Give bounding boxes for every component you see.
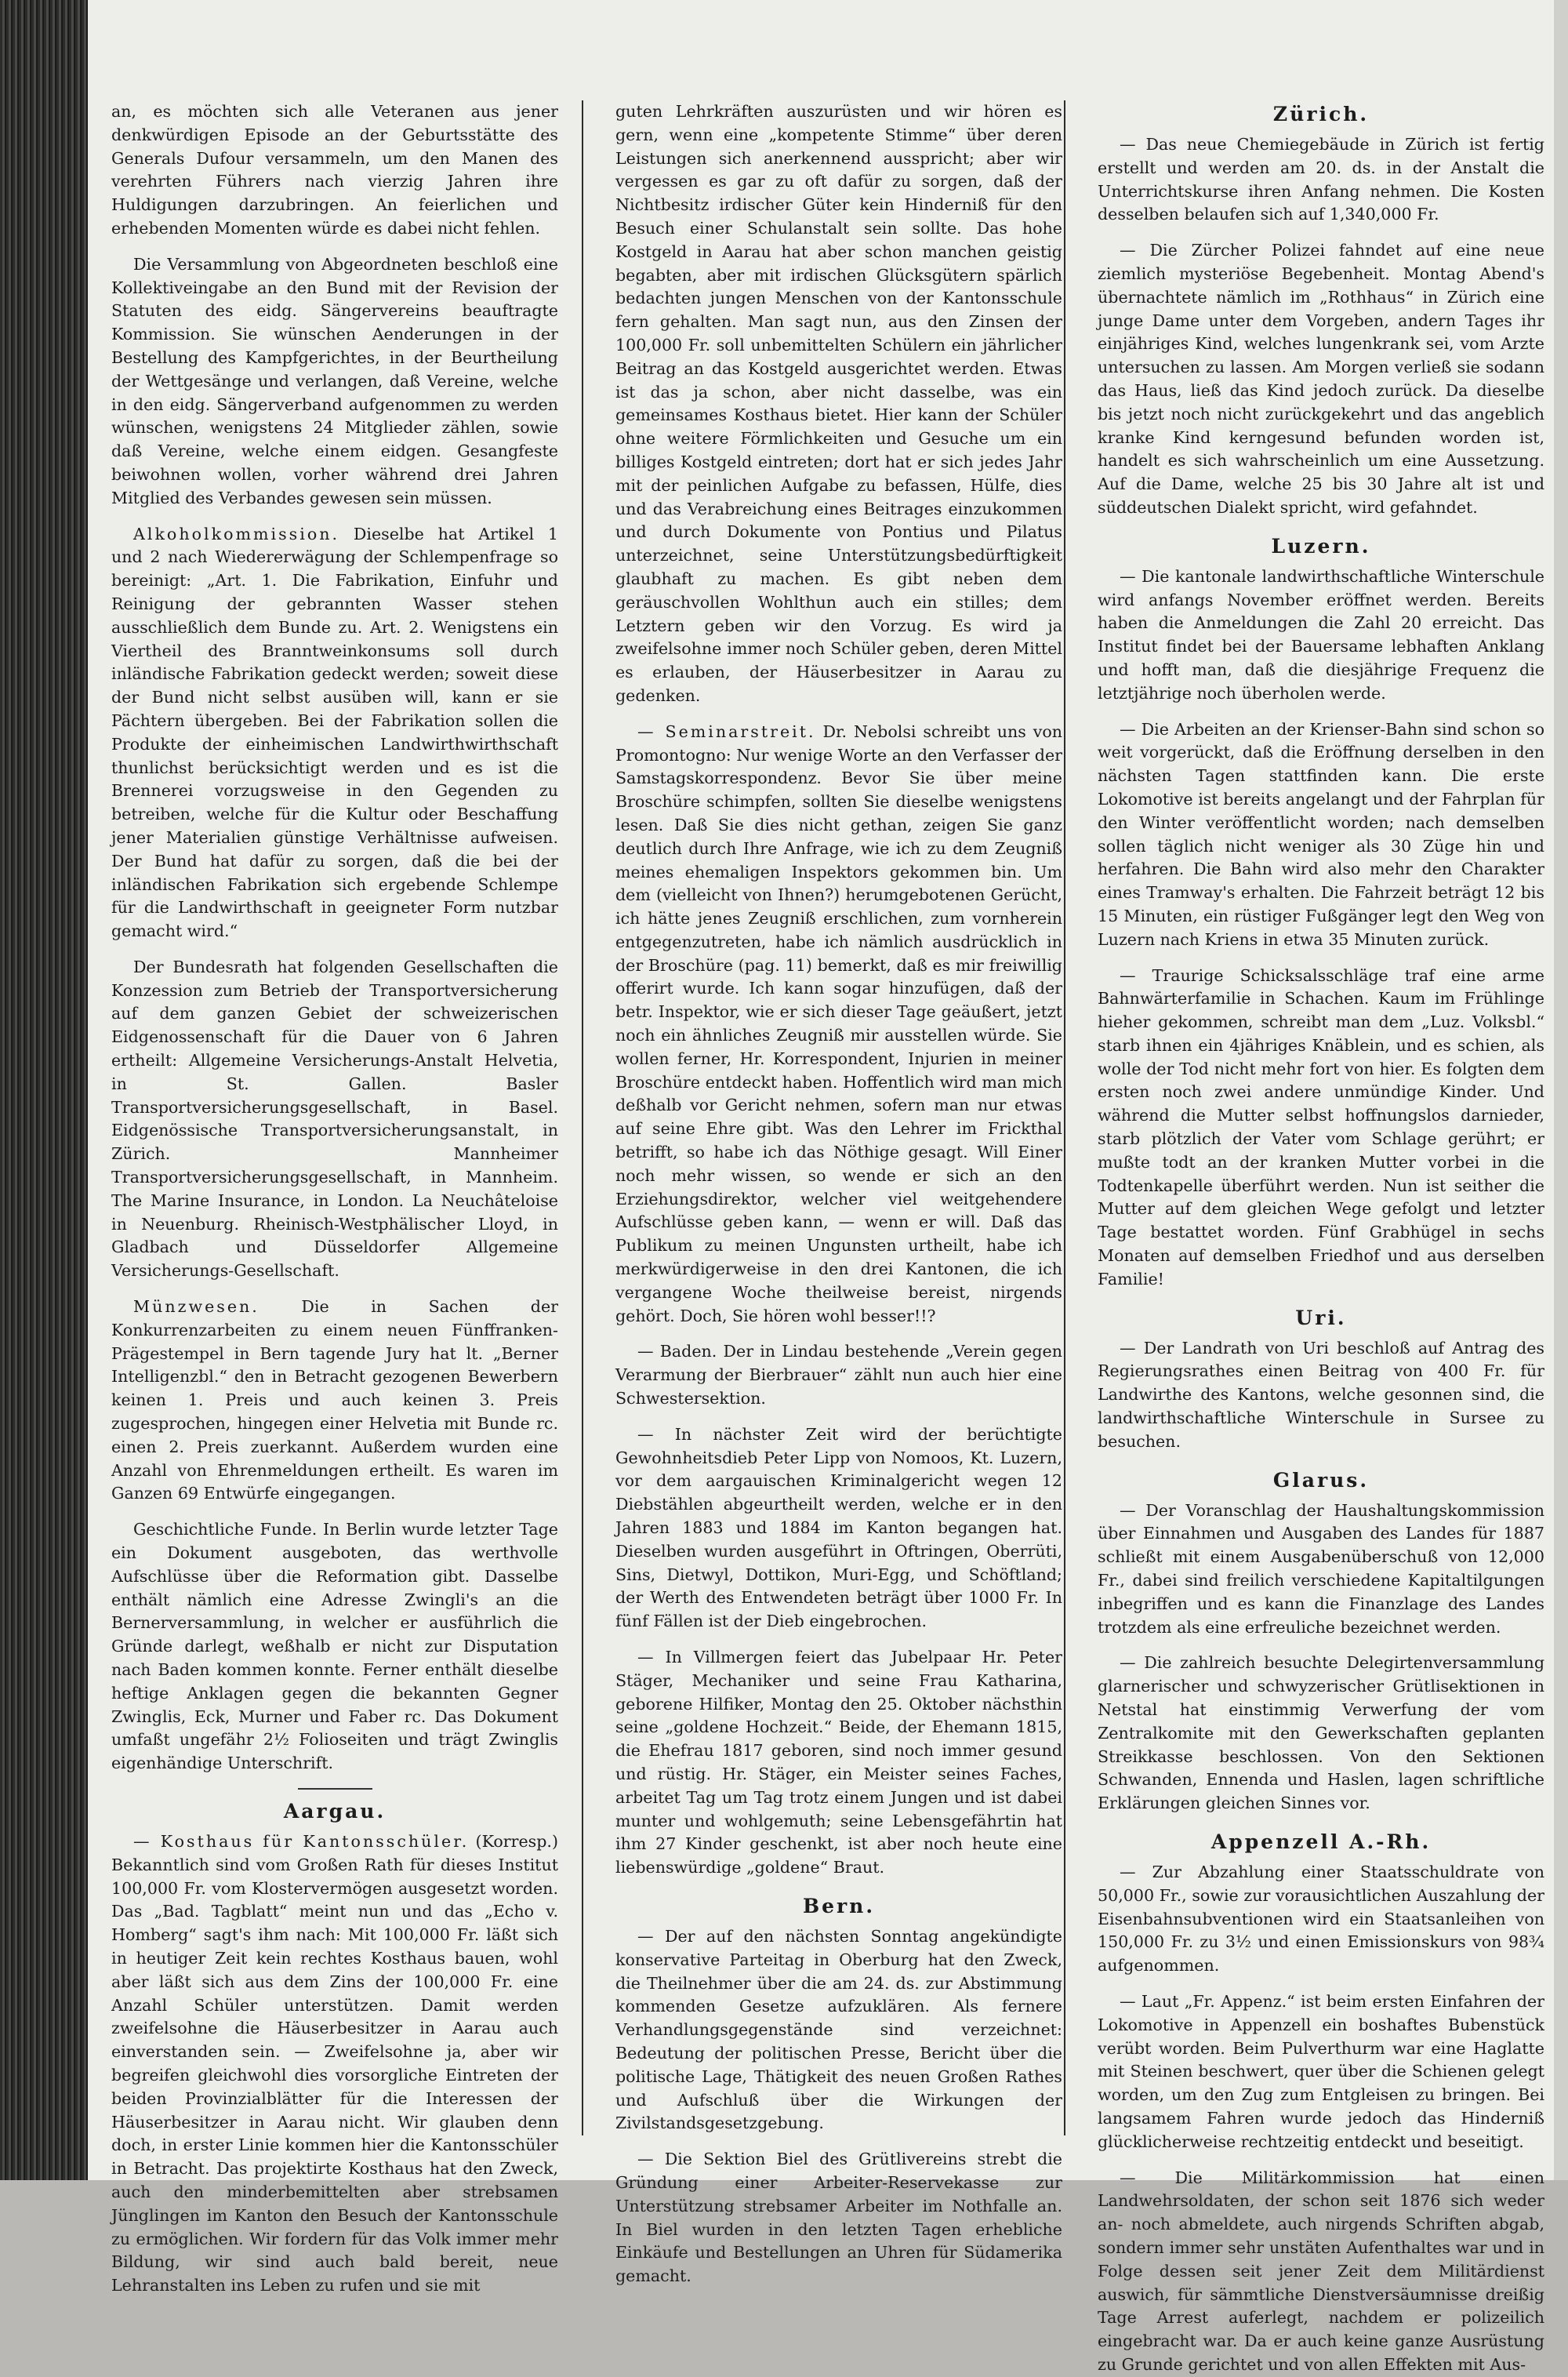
paragraph: — Zur Abzahlung einer Staatsschuldrate von 50,000 Fr., sowie zur vorausichtlichen Auszahlung der Eisenbahnsubventionen wird ein Staatsanleihen von 150,000 Fr. zu 3½ und einen Emissionskurs von 98¾ aufgenommen.	[1098, 1863, 1544, 1975]
section-divider	[298, 1788, 372, 1790]
column-3	[1098, 100, 1544, 2374]
paragraph: Der Bundesrath hat folgenden Gesellschaften die Konzession zum Betrieb der Transportversicherung auf dem ganzen Gebiet der schweizerischen Eidgenossenschaft für die Dauer von 6 Jahren ertheilt: Allgemeine Versicherungs-Anstalt Helvetia, in St. Gallen. Basler Transportversicherungsgesellschaft, in Basel. Eidgenössische Transportversicherungsanstalt, in Zürich. Mannheimer Transportversicherungsgesellschaft, in Mannheim. The Marine Insurance, in London. La Neuchâteloise in Neuenburg. Rheinisch-Westphälischer Lloyd, in Gladbach und Düsseldorfer Allgemeine Versicherungs-Gesellschaft.	[111, 957, 558, 1281]
paragraph: — Die Militärkommission hat einen Landwehrsoldaten, der schon seit 1876 sich weder an- noch abmeldete, auch nirgends Schriften abgab, sondern immer sehr unstäten Aufenthaltes war und in Folge dessen seit jener Zeit dem Militärdienst auswich, für sämmtliche Dienstversäumnisse dreißig Tage Arrest auferlegt, nachdem er polizeilich eingebracht war. Da er auch keine ganze Ausrüstung zu Grunde gerichtet und von allen Effekten mit Aus-	[1098, 2168, 1544, 2374]
article-alkoholkommission	[111, 523, 558, 943]
paragraph: Geschichtliche Funde. In Berlin wurde letzter Tage ein Dokument ausgeboten, das werthvolle Aufschlüsse über die Reformation gibt. Dasselbe enthält nämlich eine Adresse Zwingli's an die Bernerversammlung, in welcher er ausführlich die Gründe darlegt, weßhalb er nicht zur Disputation nach Baden kommen konnte. Ferner enthält dieselbe heftige Anklagen gegen die bekannten Gegner Zwinglis, Eck, Murner und Faber rc. Das Dokument umfaßt ungefähr 2½ Folioseiten und trägt Zwinglis eigenhändige Unterschrift.	[111, 1520, 558, 1773]
column-rule	[582, 100, 583, 2135]
section-heading-uri: Uri.	[1295, 1306, 1347, 1329]
column-rule	[1064, 100, 1065, 2135]
paragraph: — Der Landrath von Uri beschloß auf Antrag des Regierungsrathes einen Beitrag von 400 Fr. für Landwirthe des Kantons, welche gesonnen sind, die landwirthschaftliche Winterschule in Sursee zu besuchen.	[1098, 1338, 1544, 1451]
newspaper-page	[88, 0, 1568, 2374]
article-lead: — Seminarstreit.	[637, 721, 816, 741]
article-lead: Alkoholkommission.	[133, 524, 340, 543]
article-body: Dieselbe hat Artikel 1 und 2 nach Wiedererwägung der Schlempenfrage so bereinigt: „Art. 1. Die Fabrikation, Einfuhr und Reinigung der gebrannten Wasser stehen ausschließlich dem Bunde zu. Art. 2. Wenigstens ein Viertheil des Branntweinkonsums soll durch inländische Fabrikation gedeckt werden; soweit diese der Bund nicht selbst ausüben will, kann er sie Pächtern übergeben. Bei der Fabrikation sollen die Produkte der einheimischen Landwirthwirthschaft thunlichst berücksichtigt werden und es ist die Brennerei vorzugsweise in den Gegenden zu betreiben, welche für die Kultur oder Beschaffung jener Materialien günstige Verhältnisse aufweisen. Der Bund hat dafür zu sorgen, daß die bei der inländischen Fabrikation sich ergebende Schlempe für die Landwirthschaft in geeigneter Form nutzbar gemacht wird.“	[111, 524, 559, 941]
paragraph: Die Versammlung von Abgeordneten beschloß eine Kollektiveingabe an den Bund mit der Revision der Statuten des eidg. Sängervereins beauftragte Kommission. Sie wünschen Aenderungen in der Bestellung des Kampfgerichtes, in der Beurtheilung der Wettgesänge und verlangen, daß Vereine, welche in den eidg. Sängerverband aufgenommen zu werden wünschen, wenigstens 24 Mitglieder zählen, sowie daß Vereine, welche einem eidgen. Gesangfeste beiwohnen wollen, vorher während drei Jahren Mitglied des Verbandes gewesen sein müssen.	[111, 254, 558, 507]
paragraph: — Die Zürcher Polizei fahndet auf eine neue ziemlich mysteriöse Begebenheit. Montag Abend's übernachtete nämlich im „Rothhaus“ in Zürich eine junge Dame unter dem Vorgeben, andern Tages ihr einjähriges Kind, welches lungenkrank sei, vom Arzte untersuchen zu lassen. Am Morgen verließ sie sodann das Haus, ließ das Kind jedoch zurück. Da dieselbe bis jetzt noch nicht zurückgekehrt und das angeblich kranke Kind kerngesund befunden worden ist, handelt es sich wahrscheinlich um eine Aussetzung. Auf die Dame, welche 25 bis 30 Jahre alt ist und süddeutschen Dialekt spricht, wird gefahndet.	[1098, 241, 1544, 517]
paragraph: — Die kantonale landwirthschaftliche Winterschule wird anfangs November eröffnet werden. Bereits haben die Anmeldungen die Zahl 20 erreicht. Das Institut findet bei der Bauersame lebhaften Anklang und hofft man, daß die diesjährige Frequenz die letztjährige noch überholen werde.	[1098, 566, 1544, 703]
section-heading-luzern: Luzern.	[1271, 534, 1371, 558]
article-muenzwesen	[111, 1296, 558, 1506]
section-heading-bern: Bern.	[802, 1894, 876, 1917]
article-lead: Münzwesen.	[133, 1297, 260, 1317]
paragraph: — Der Voranschlag der Haushaltungskommission über Einnahmen und Ausgaben des Landes für 1887 schließt mit einem Ausgabenüberschuß von 12,000 Fr., dabei sind freilich verschiedene Kapitaltilgungen inbegriffen und es kann die Finanzlage des Landes trotzdem als eine erfreuliche bezeichnet werden.	[1098, 1500, 1544, 1637]
paragraph: — Der auf den nächsten Sonntag angekündigte konservative Parteitag in Oberburg hat den Zweck, die Theilnehmer über die am 24. ds. zur Abstimmung kommenden Gesetze aufzuklären. Als fernere Verhandlungsgegenstände sind verzeichnet: Bedeutung der politischen Presse, Bericht über die politische Lage, Thätigkeit des neuen Großen Rathes und Aufschluß über die Wirkungen der Zivilstandsgesetzgebung.	[615, 1926, 1062, 2133]
article-lead: — Kosthaus für Kantonsschüler.	[133, 1831, 470, 1851]
paragraph: — Traurige Schicksalsschläge traf eine arme Bahnwärterfamilie in Schachen. Kaum im Frühlinge hieher gekommen, schreibt man dem „Luz. Volksbl.“ starb ihnen ein 4jähriges Knäblein, und es schien, als wolle der Tod nicht mehr fort von hier. Es folgten dem ersten noch zwei andere unmündige Kinder. Und während die Mutter selbst hoffnungslos darnieder, starb plötzlich der Vater vom Schlage gerührt; er mußte todt an der kranken Mutter vorbei in die Todtenkapelle überführt werden. Nun ist seither die Mutter auf dem gleichen Wege gefolgt und letzter Tage bestattet worden. Fünf Grabhügel in sechs Monaten auf demselben Friedhof und aus derselben Familie!	[1098, 965, 1544, 1288]
article-kosthaus	[111, 1830, 558, 2298]
paragraph: — In nächster Zeit wird der berüchtigte Gewohnheitsdieb Peter Lipp von Nomoos, Kt. Luzern, vor dem aargauischen Kriminalgericht wegen 12 Diebstählen abgeurtheilt werden, welche er in den Jahren 1883 und 1884 im Kanton begangen hat. Dieselben wurden ausgeführt in Oftringen, Oberrüti, Sins, Dietwyl, Dottikon, Muri-Egg, und Schöftland; der Werth des Entwendeten beträgt über 1000 Fr. In fünf Fällen ist der Dieb eingebrochen.	[615, 1424, 1062, 1631]
page-edge	[1554, 0, 1568, 2180]
article-body: Dr. Nebolsi schreibt uns von Promontogno: Nur wenige Worte an den Verfasser der Samstagskorrespondenz. Bevor Sie über meine Broschüre schimpfen, sollten Sie dieselbe wenigstens lesen. Daß Sie dies nicht gethan, zeigen Sie ganz deutlich durch Ihre Anfrage, wie ich zu dem Zeugniß meines ehemaligen Inspektors gekommen bin. Um dem (vielleicht von Ihnen?) herumgebotenen Gerücht, ich hätte jenes Zeugniß erschlichen, zum vornherein entgegenzutreten, habe ich nämlich ausdrücklich in der Broschüre (pag. 11) bemerkt, daß es mir freiwillig offerirt wurde. Ich kann sogar hinzufügen, daß der betr. Inspektor, wie er sich dieser Tage geäußert, jetzt noch ein ähnliches Zeugniß mir ausstellen würde. Sie wollen ferner, Hr. Korrespondent, Injurien in meiner Broschüre entdeckt haben. Hoffentlich wird man mich deßhalb vor Gericht nehmen, sofern man nur etwas auf seine Ehre gibt. Was den Lehrer im Frickthal betrifft, so habe ich das Nöthige gesagt. Will Einer noch mehr wissen, so wende er sich an den Erziehungsdirektor, welcher viel weitgehendere Aufschlüsse geben kann, — wenn er will. Daß das Publikum zu meinen Ungunsten urtheilt, habe ich merkwürdigerweise in den drei Kantonen, die ich vergangene Woche theilweise bereist, nirgends gehört. Doch, Sie hören wohl besser!!?	[615, 721, 1062, 1325]
article-body: Die in Sachen der Konkurrenzarbeiten zu einem neuen Fünffranken-Prägestempel in Bern tagende Jury hat lt. „Berner Intelligenzbl.“ den in Betracht gezogenen Bewerbern keinen 1. Preis und auch keinen 3. Preis zugesprochen, hingegen einer Helvetia mit Bunde rc. einen 2. Preis zuerkannt. Außerdem wurden eine Anzahl von Ehrenmeldungen ertheilt. Es waren im Ganzen 69 Entwürfe eingegangen.	[111, 1297, 558, 1503]
book-binding	[0, 0, 88, 2180]
paragraph: — Die Sektion Biel des Grütlivereins strebt die Gründung einer Arbeiter-Reservekasse zur Unterstützung strebsamer Arbeiter im Nothfalle an. In Biel wurden in den letzten Tagen erhebliche Einkäufe und Bestellungen an Uhren für Südamerika gemacht.	[615, 2150, 1062, 2286]
section-heading-zurich: Zürich.	[1272, 103, 1370, 125]
paragraph: — Baden. Der in Lindau bestehende „Verein gegen Verarmung der Bierbrauer“ zählt nun auch hier eine Schwestersektion.	[615, 1342, 1062, 1408]
paragraph: — Die Arbeiten an der Krienser-Bahn sind schon so weit vorgerückt, daß die Eröffnung derselben in den nächsten Tagen stattfinden kann. Die erste Lokomotive ist bereits angelangt und der Fahrplan für den Winter veröffentlicht worden; nach demselben sollen täglich nicht weniger als 30 Züge hin und herfahren. Die Bahn wird also mehr den Charakter eines Tramway's erhalten. Die Fahrzeit beträgt 12 bis 15 Minuten, ein rüstiger Fußgänger legt den Weg von Luzern nach Kriens in etwa 35 Minuten zurück.	[1098, 719, 1544, 949]
paragraph: — Laut „Fr. Appenz.“ ist beim ersten Einfahren der Lokomotive in Appenzell ein boshaftes Bubenstück verübt worden. Beim Pulverthurm war eine Haglatte mit Steinen beschwert, quer über die Schienen gelegt worden, um den Zug zum Entgleisen zu bringen. Bei langsamem Fahren wurde jedoch das Hinderniß glücklicherweise rechtzeitig entdeckt und beseitigt.	[1098, 1991, 1544, 2151]
article-body: (Korresp.) Bekanntlich sind vom Großen Rath für dieses Institut 100,000 Fr. vom Klostervermögen ausgesetzt worden. Das „Bad. Tagblatt“ meint nun und das „Echo v. Homberg“ sagt's ihm nach: Mit 100,000 Fr. läßt sich in heutiger Zeit kein rechtes Kosthaus bauen, wohl aber läßt sich aus dem Zins der 100,000 Fr. eine Anzahl Schüler unterstützen. Damit werden zweifelsohne die Häuserbesitzer in Aarau auch einverstanden sein. — Zweifelsohne ja, aber wir begreifen gleichwohl dies vorsorgliche Eintreten der beiden Provinzialblätter für die Interessen der Häuserbesitzer in Aarau nicht. Wir glauben denn doch, in erster Linie kommen hier die Kantonsschüler in Betracht. Das projektirte Kosthaus hat den Zweck, auch den minderbemittelten aber strebsamen Jünglingen im Kanton den Besuch der Kantonsschule zu ermöglichen. Wir fordern für das Volk immer mehr Bildung, wir sind auch bald bereit, neue Lehranstalten ins Leben zu rufen und sie mit	[111, 1831, 559, 2295]
paragraph: guten Lehrkräften auszurüsten und wir hören es gern, wenn eine „kompetente Stimme“ über deren Leistungen sich anerkennend ausspricht; aber wir vergessen es gar zu oft dafür zu sorgen, daß der Nichtbesitz irdischer Güter kein Hinderniß für den Besuch einer Schulanstalt sein sollte. Das hohe Kostgeld in Aarau hat aber schon manchen geistig begabten, aber mit irdischen Glücksgütern spärlich bedachten jungen Menschen von der Kantonsschule fern gehalten. Man sagt nun, aus den Zinsen der 100,000 Fr. soll unbemittelten Schülern ein jährlicher Beitrag an das Kostgeld ausgerichtet werden. Etwas ist das ja schon, aber nicht dasselbe, was ein gemeinsames Kosthaus bietet. Hier kann der Schüler ohne weitere Förmlichkeiten und Gesuche um ein billiges Kostgeld eintreten; dort hat er sich jedes Jahr mit der peinlichen Aufgabe zu befassen, Hülfe, dies und das Verabreichung eines Beitrages einzukommen und durch Dokumente von Pontius und Pilatus unterzeichnet, seine Unterstützungsbedürftigkeit glaubhaft zu machen. Es gibt neben dem geräuschvollen Wohlthun auch ein stilles; dem Letztern geben wir den Vorzug. Es wird ja zweifelsohne immer noch Schüler geben, deren Mittel es erlauben, der Häuserbesitzer in Aarau zu gedenken.	[615, 102, 1062, 705]
section-heading-aargau: Aargau.	[283, 1799, 387, 1823]
section-heading-glarus: Glarus.	[1272, 1468, 1370, 1492]
column-1	[111, 100, 559, 2295]
paragraph: — Die zahlreich besuchte Delegirtenversammlung glarnerischer und schwyzerischer Grütlisektionen in Netstal hat einstimmig Verwerfung der vom Zentralkomite mit den Gewerkschaften geplanten Streikkasse beschlossen. Von den Sektionen Schwanden, Ennenda und Haslen, lagen schriftliche Erklärungen gleichen Sinnes vor.	[1098, 1653, 1544, 1813]
paragraph: — In Villmergen feiert das Jubelpaar Hr. Peter Stäger, Mechaniker und seine Frau Katharina, geborene Hilfiker, Montag den 25. Oktober nächsthin seine „goldene Hochzeit.“ Beide, der Ehemann 1815, die Ehefrau 1817 geboren, sind noch immer gesund und rüstig. Hr. Stäger, ein Meister seines Faches, arbeitet Tag um Tag trotz einem Jungen und ist dabei munter und wohlgemuth; seine Lebensgefährtin hat ihm 27 Kinder geschenkt, ist aber noch heute eine liebenswürdige „goldene“ Braut.	[615, 1648, 1062, 1877]
column-2	[615, 100, 1062, 2286]
paragraph: an, es möchten sich alle Veteranen aus jener denkwürdigen Episode an der Geburtsstätte des Generals Dufour versammeln, um den Manen des verehrten Führers nach vierzig Jahren ihre Huldigungen darzubringen. An feierlichen und erhebenden Momenten würde es dabei nicht fehlen.	[111, 102, 558, 238]
paragraph: — Das neue Chemiegebäude in Zürich ist fertig erstellt und werden am 20. ds. in der Anstalt die Unterrichtskurse ihren Anfang nehmen. Die Kosten desselben belaufen sich auf 1,340,000 Fr.	[1098, 135, 1544, 224]
article-seminarstreit	[615, 721, 1062, 1328]
section-heading-appenzell: Appenzell A.-Rh.	[1210, 1830, 1432, 1853]
